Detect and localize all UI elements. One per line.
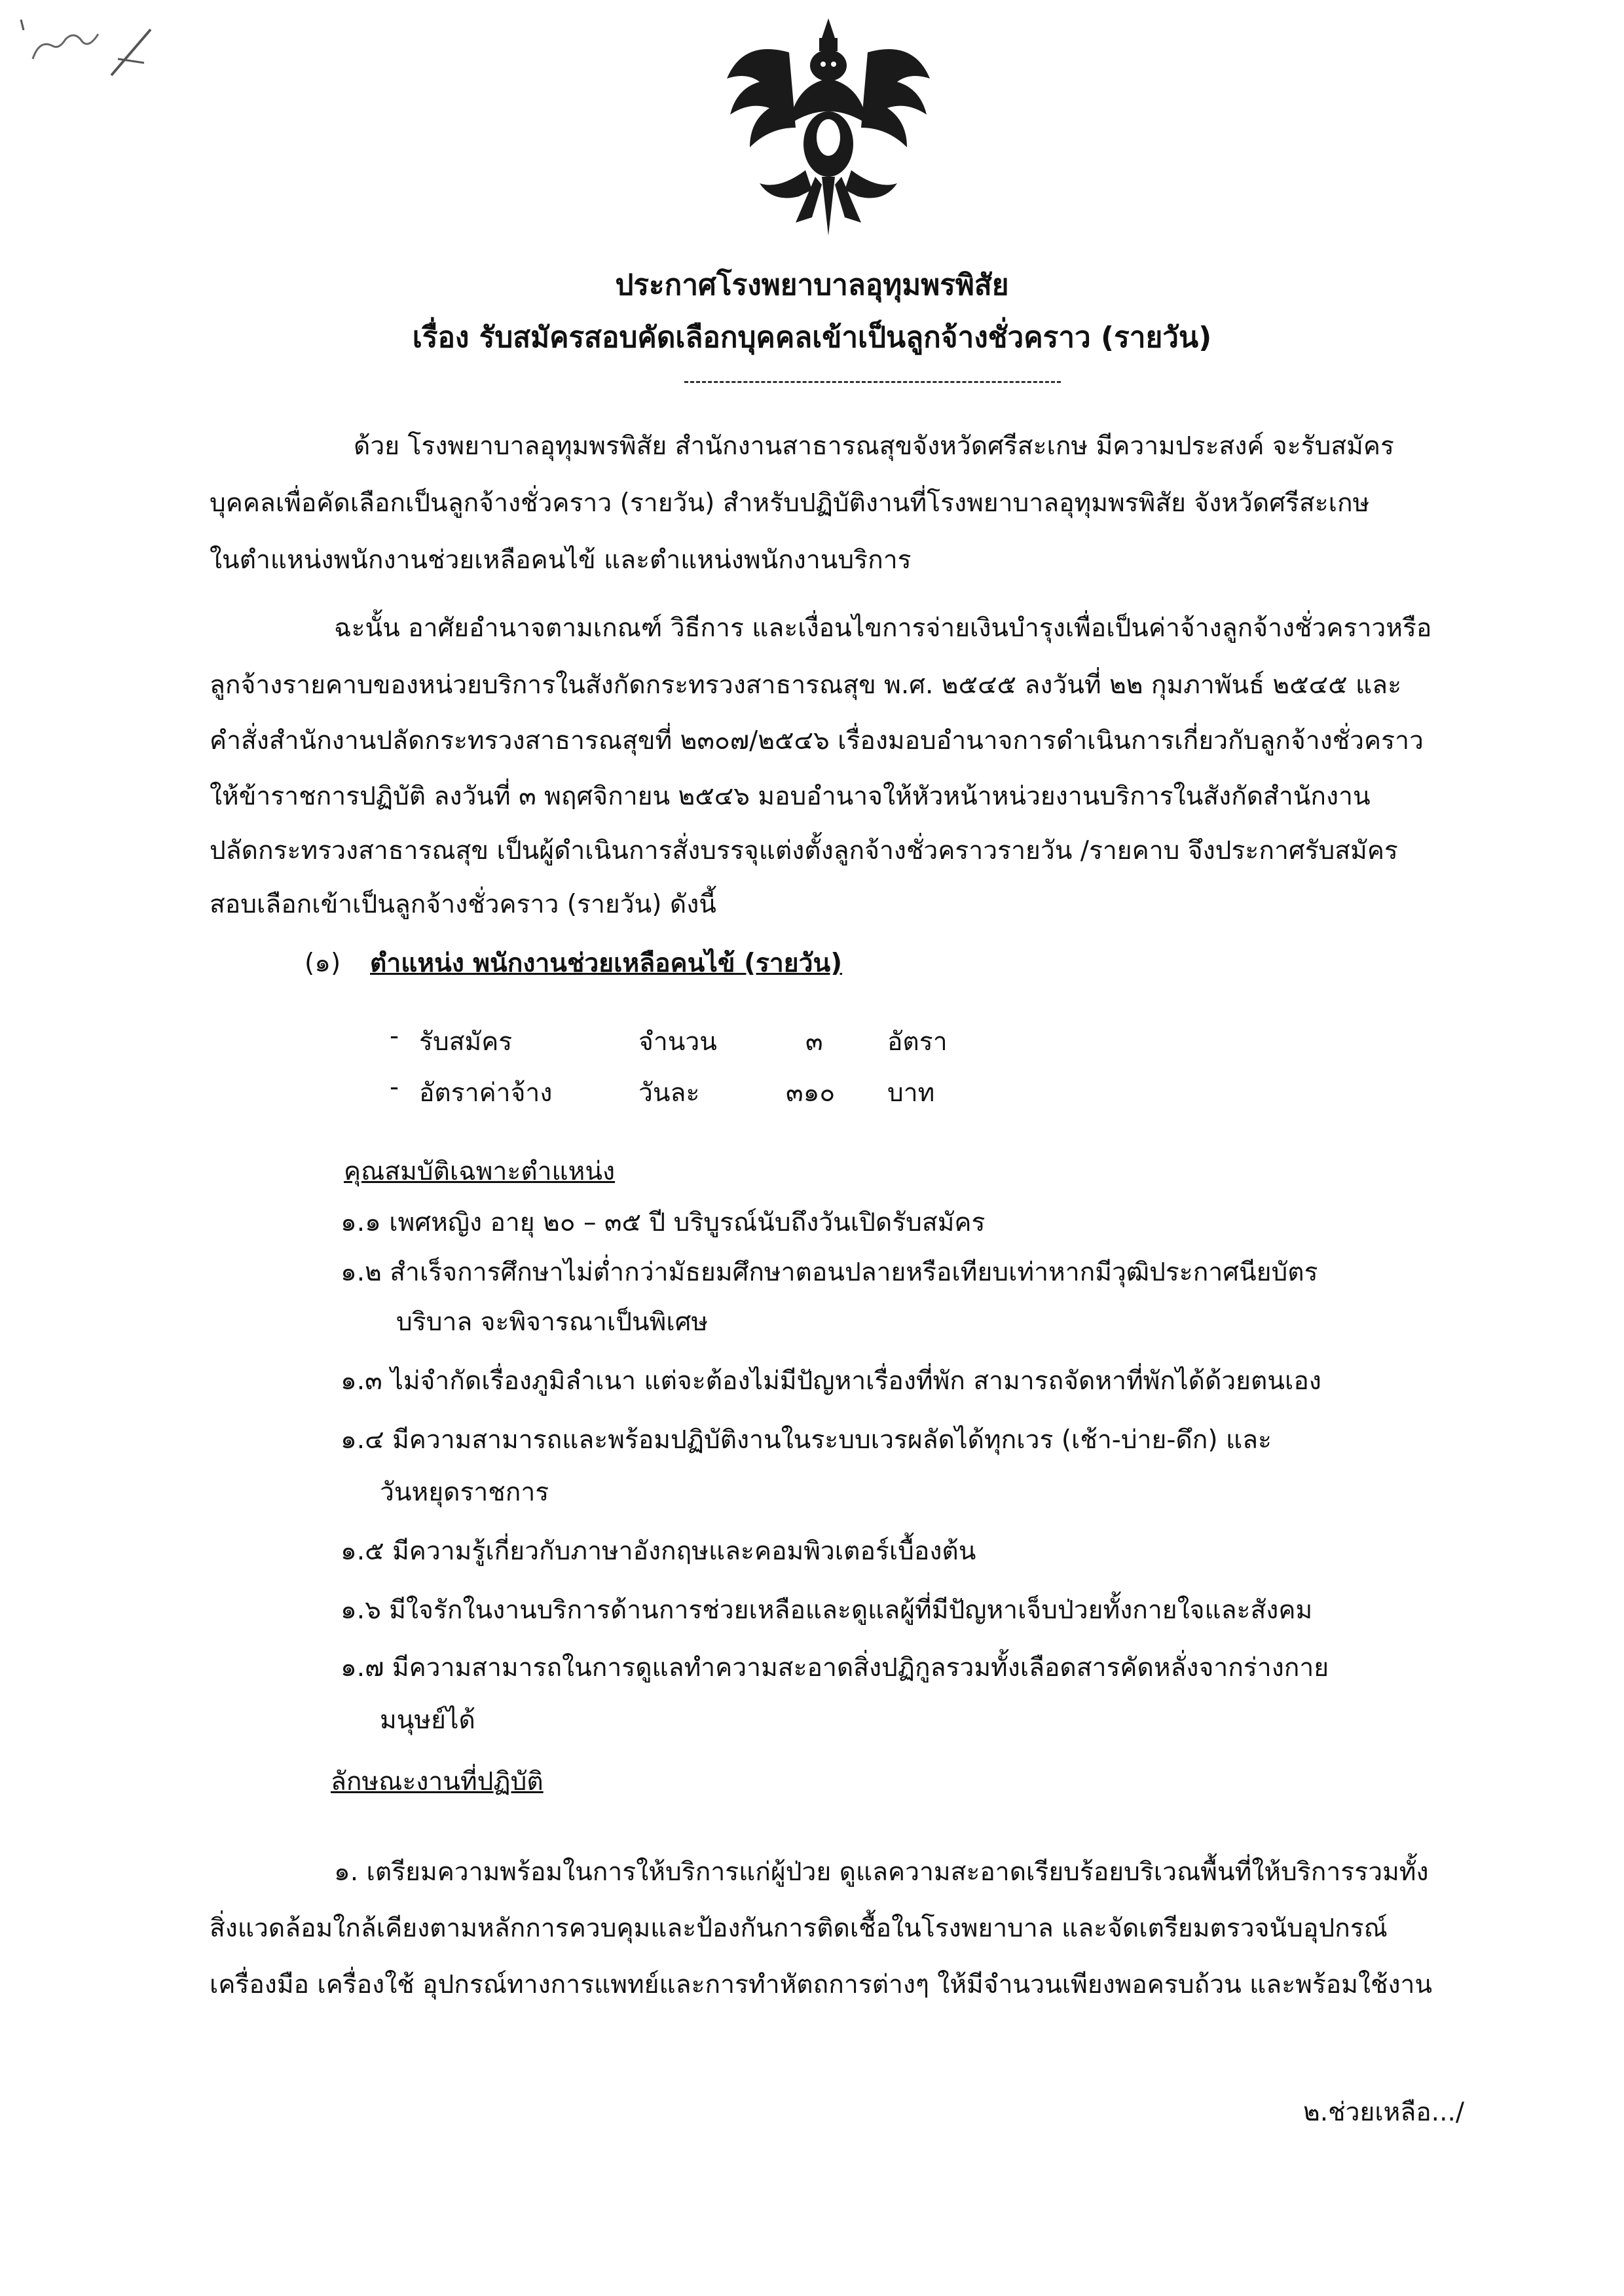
qualification-item-cont: มนุษย์ได้ — [380, 1705, 475, 1735]
position-title: ตำแหน่ง พนักงานช่วยเหลือคนไข้ (รายวัน) — [370, 949, 843, 978]
announcement-subject: เรื่อง รับสมัครสอบคัดเลือกบุคคลเข้าเป็นลูกจ้างชั่วคราว (รายวัน) — [412, 321, 1212, 354]
row-label: รับสมัคร — [419, 1027, 513, 1057]
intro-line: ในตำแหน่งพนักงานช่วยเหลือคนไข้ และตำแหน่งพนักงานบริการ — [210, 545, 912, 575]
authority-line: คำสั่งสำนักงานปลัดกระทรวงสาธารณสุขที่ ๒๓๐๗/๒๕๔๖ เรื่องมอบอำนาจการดำเนินการเกี่ยวกับลูกจ้างชั่วคราว — [210, 726, 1424, 756]
intro-line: ด้วย โรงพยาบาลอุทุมพรพิสัย สำนักงานสาธารณสุขจังหวัดศรีสะเกษ มีความประสงค์ จะรับสมัคร — [354, 431, 1394, 461]
duty-line: เครื่องมือ เครื่องใช้ อุปกรณ์ทางการแพทย์และการทำหัตถการต่างๆ ให้มีจำนวนเพียงพอครบถ้วน และพร้อมใช้งาน — [210, 1970, 1433, 1999]
authority-line: ปลัดกระทรวงสาธารณสุข เป็นผู้ดำเนินการสั่งบรรจุแต่งตั้งลูกจ้างชั่วคราวรายวัน /รายคาบ จึงประกาศรับสมัคร — [210, 836, 1398, 866]
authority-line: ฉะนั้น อาศัยอำนาจตามเกณฑ์ วิธีการ และเงื่อนไขการจ่ายเงินบำรุงเพื่อเป็นค่าจ้างลูกจ้างชั่วคราวหรือ — [334, 613, 1432, 643]
row-dash: - — [390, 1021, 399, 1051]
row-unit-label: วันละ — [638, 1078, 700, 1108]
row-unit: บาท — [887, 1078, 935, 1108]
authority-line: ลูกจ้างรายคาบของหน่วยบริการในสังกัดกระทรวงสาธารณสุข พ.ศ. ๒๕๔๕ ลงวันที่ ๒๒ กุมภาพันธ์ ๒๕๔๕ และ — [210, 670, 1402, 700]
duty-line: ๑. เตรียมความพร้อมในการให้บริการแก่ผู้ป่วย ดูแลความสะอาดเรียบร้อยบริเวณพื้นที่ให้บริการรวมทั้ง — [334, 1857, 1429, 1887]
qualification-item: ๑.๔ มีความสามารถและพร้อมปฏิบัติงานในระบบเวรผลัดได้ทุกเวร (เช้า-บ่าย-ดึก) และ — [341, 1425, 1272, 1455]
position-number: (๑) — [304, 949, 341, 978]
qualification-item: ๑.๖ มีใจรักในงานบริการด้านการช่วยเหลือและดูแลผู้ที่มีปัญหาเจ็บป่วยทั้งกายใจและสังคม — [341, 1595, 1313, 1625]
row-label: อัตราค่าจ้าง — [419, 1078, 553, 1108]
row-value: ๓๑๐ — [786, 1078, 836, 1108]
duties-heading: ลักษณะงานที่ปฏิบัติ — [331, 1767, 544, 1796]
row-dash: - — [390, 1072, 399, 1102]
intro-line: บุคคลเพื่อคัดเลือกเป็นลูกจ้างชั่วคราว (รายวัน) สำหรับปฏิบัติงานที่โรงพยาบาลอุทุมพรพิสัย จังหวัดศรีสะเกษ — [210, 488, 1370, 518]
qualification-item-cont: บริบาล จะพิจารณาเป็นพิเศษ — [396, 1307, 709, 1337]
authority-line: ให้ข้าราชการปฏิบัติ ลงวันที่ ๓ พฤศจิกายน ๒๕๔๖ มอบอำนาจให้หัวหน้าหน่วยงานบริการในสังกัดสำนักงาน — [210, 782, 1371, 811]
qualification-item: ๑.๗ มีความสามารถในการดูแลทำความสะอาดสิ่งปฏิกูลรวมทั้งเลือดสารคัดหลั่งจากร่างกาย — [341, 1653, 1329, 1683]
qualification-item: ๑.๓ ไม่จำกัดเรื่องภูมิลำเนา แต่จะต้องไม่มีปัญหาเรื่องที่พัก สามารถจัดหาที่พักได้ด้วยตนเอง — [341, 1366, 1321, 1396]
duty-line: สิ่งแวดล้อมใกล้เคียงตามหลักการควบคุมและป้องกันการติดเชื้อในโรงพยาบาล และจัดเตรียมตรวจนับอุปกรณ์ — [210, 1914, 1388, 1943]
title-divider — [684, 381, 1061, 383]
handwritten-margin-note — [13, 13, 170, 98]
announcement-title: ประกาศโรงพยาบาลอุทุมพรพิสัย — [615, 268, 1009, 302]
garuda-emblem — [724, 13, 933, 242]
qualification-item: ๑.๒ สำเร็จการศึกษาไม่ต่ำกว่ามัธยมศึกษาตอนปลายหรือเทียบเท่าหากมีวุฒิประกาศนียบัตร — [341, 1258, 1318, 1287]
row-unit: อัตรา — [887, 1027, 948, 1057]
continued-marker: ๒.ช่วยเหลือ.../ — [1303, 2098, 1465, 2127]
qualification-item: ๑.๕ มีความรู้เกี่ยวกับภาษาอังกฤษและคอมพิวเตอร์เบื้องต้น — [341, 1537, 976, 1566]
row-unit-label: จำนวน — [638, 1027, 717, 1057]
qualification-item: ๑.๑ เพศหญิง อายุ ๒๐ – ๓๕ ปี บริบูรณ์นับถึงวันเปิดรับสมัคร — [341, 1208, 986, 1237]
row-value: ๓ — [805, 1027, 823, 1057]
qualification-item-cont: วันหยุดราชการ — [380, 1478, 549, 1507]
authority-line: สอบเลือกเข้าเป็นลูกจ้างชั่วคราว (รายวัน) ดังนี้ — [210, 890, 716, 919]
qualifications-heading: คุณสมบัติเฉพาะตำแหน่ง — [344, 1157, 616, 1186]
